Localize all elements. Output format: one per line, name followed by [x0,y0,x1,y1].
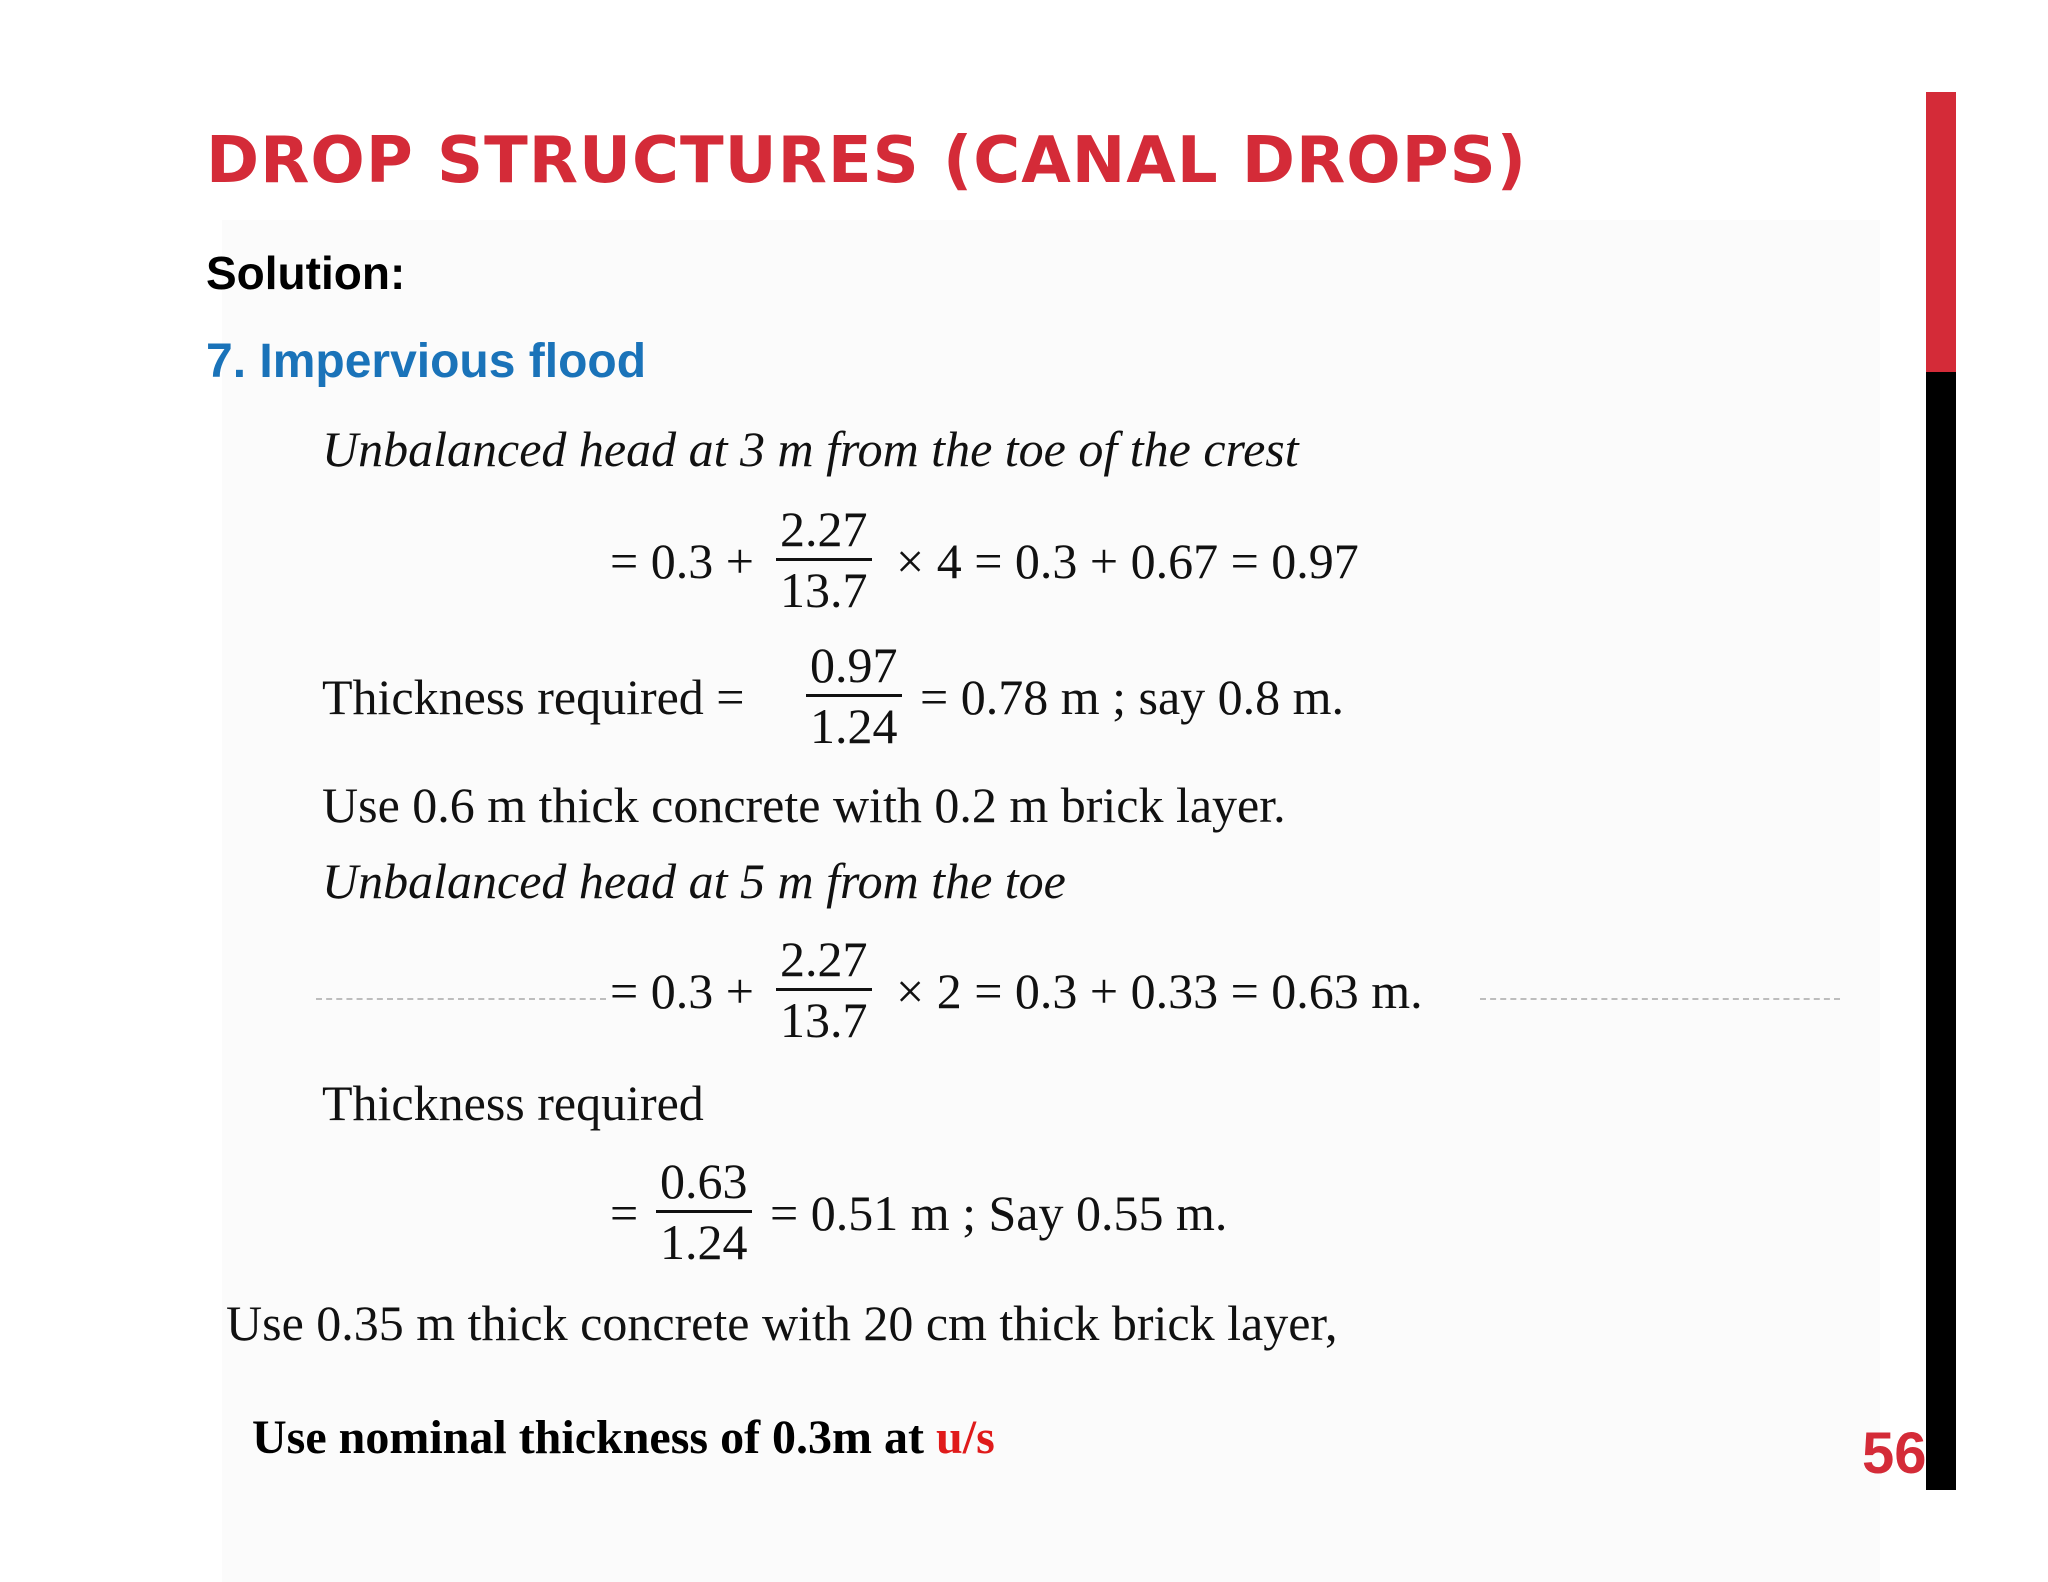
eq1-numerator: 2.27 [776,500,872,561]
eq3-rhs: × 2 = 0.3 + 0.33 = 0.63 m. [896,963,1423,1019]
concrete-line-2: Use 0.35 m thick concrete with 20 cm thick brick layer, [226,1295,1338,1351]
accent-bar-red [1926,92,1956,372]
eq2-fraction [806,636,902,755]
eq3-numerator: 2.27 [776,930,872,991]
eq3-denominator: 13.7 [780,992,868,1048]
nominal-thickness-note [252,1410,995,1465]
eq4-fraction [656,1152,752,1271]
scan-dashed-line-right [1480,998,1840,1000]
note-highlight: u/s [936,1411,995,1464]
unbalanced-head-line-1: Unbalanced head at 3 m from the toe of the crest [322,421,1299,477]
eq4-denominator: 1.24 [660,1214,748,1270]
eq3-fraction [776,930,872,1049]
eq1-fraction [776,500,872,619]
page-number: 56 [1862,1421,1927,1486]
eq3-lhs: = 0.3 + [610,963,754,1019]
eq2-rhs: = 0.78 m ; say 0.8 m. [920,669,1345,725]
note-text: Use nominal thickness of 0.3m at [252,1411,937,1464]
eq1-rhs: × 4 = 0.3 + 0.67 = 0.97 [896,533,1359,589]
eq1-lhs: = 0.3 + [610,533,754,589]
scan-dashed-line-left [316,998,606,1000]
accent-bar-black [1926,372,1956,1490]
eq2-lhs: Thickness required = [322,669,745,725]
thickness-required-label: Thickness required [322,1075,704,1131]
eq4-rhs: = 0.51 m ; Say 0.55 m. [770,1185,1228,1241]
solution-label: Solution: [206,247,406,299]
eq4-lhs: = [610,1185,639,1241]
slide-title: DROP STRUCTURES (CANAL DROPS) [206,124,1527,198]
unbalanced-head-line-2: Unbalanced head at 5 m from the toe [322,853,1066,909]
eq1-denominator: 13.7 [780,562,868,618]
eq2-numerator: 0.97 [806,636,902,697]
concrete-line-1: Use 0.6 m thick concrete with 0.2 m brick layer. [322,777,1286,833]
eq2-denominator: 1.24 [810,698,898,754]
eq4-numerator: 0.63 [656,1152,752,1213]
section-heading: 7. Impervious flood [206,335,647,388]
